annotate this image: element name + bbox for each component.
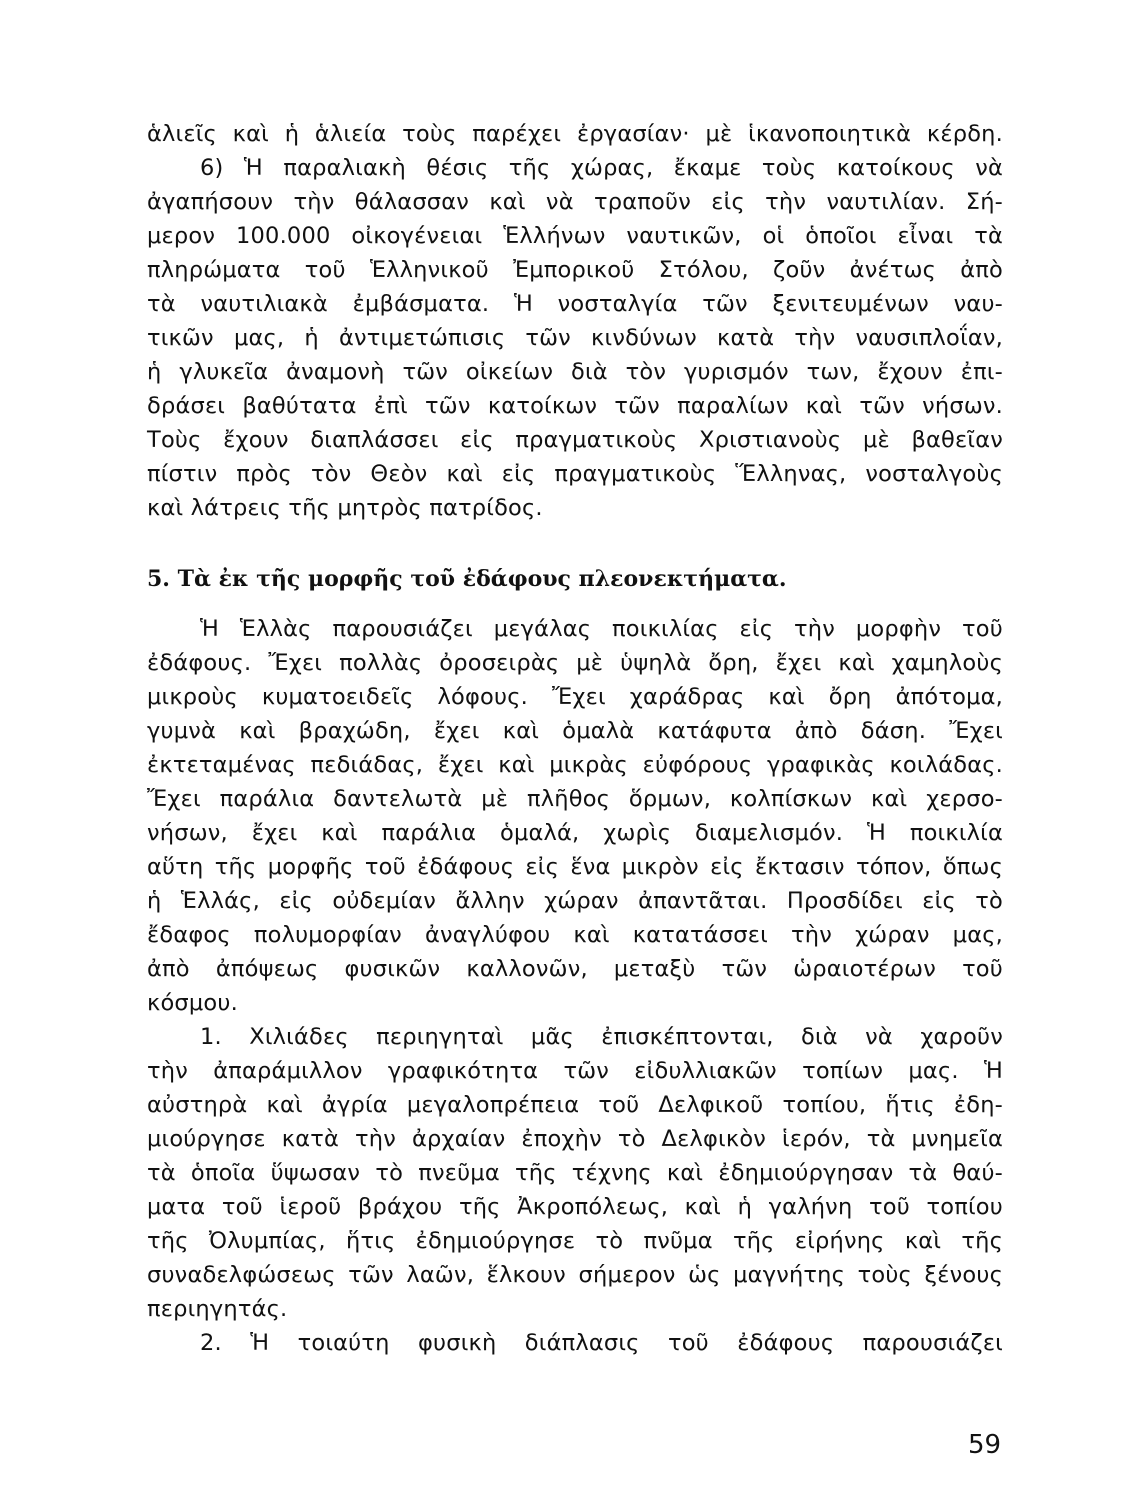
text-line: νήσων, ἔχει καὶ παράλια ὁμαλά, χωρὶς διαμελισμόν. Ἡ ποικιλία [147, 820, 1003, 846]
text-line: Ἡ Ἑλλὰς παρουσιάζει μεγάλας ποικιλίας εἰς τὴν μορφὴν τοῦ [200, 616, 1003, 642]
text-line: πληρώματα τοῦ Ἑλληνικοῦ Ἐμπορικοῦ Στόλου, ζοῦν ἀνέτως ἀπὸ [147, 257, 1003, 283]
text-line: Τοὺς ἔχουν διαπλάσσει εἰς πραγματικοὺς Χριστιανοὺς μὲ βαθεῖαν [147, 427, 1003, 453]
text-line: ἔδαφος πολυμορφίαν ἀναγλύφου καὶ κατατάσσει τὴν χώραν μας, [147, 922, 1003, 948]
text-line: γυμνὰ καὶ βραχώδη, ἔχει καὶ ὁμαλὰ κατάφυτα ἀπὸ δάση. Ἔχει [147, 718, 1003, 744]
text-line: αὕτη τῆς μορφῆς τοῦ ἐδάφους εἰς ἕνα μικρὸν εἰς ἔκτασιν τόπον, ὅπως [147, 854, 1003, 880]
text-line: συναδελφώσεως τῶν λαῶν, ἕλκουν σήμερον ὡς μαγνήτης τοὺς ξένους [147, 1262, 1003, 1288]
text-line: τὰ ὁποῖα ὕψωσαν τὸ πνεῦμα τῆς τέχνης καὶ ἐδημιούργησαν τὰ θαύ- [147, 1160, 1003, 1186]
text-line: ἀπὸ ἀπόψεως φυσικῶν καλλονῶν, μεταξὺ τῶν ὡραιοτέρων τοῦ [147, 956, 1003, 982]
text-line: τῆς Ὀλυμπίας, ἥτις ἐδημιούργησε τὸ πνῦμα τῆς εἰρήνης καὶ τῆς [147, 1228, 1003, 1254]
text-line: πίστιν πρὸς τὸν Θεὸν καὶ εἰς πραγματικοὺς Ἕλληνας, νοσταλγοὺς [147, 461, 1003, 487]
text-line: μιούργησε κατὰ τὴν ἀρχαίαν ἐποχὴν τὸ Δελφικὸν ἱερόν, τὰ μνημεῖα [147, 1126, 1003, 1152]
section-heading: 5. Τὰ ἐκ τῆς μορφῆς τοῦ ἐδάφους πλεονεκτήματα. [147, 566, 787, 592]
text-line: τικῶν μας, ἡ ἀντιμετώπισις τῶν κινδύνων κατὰ τὴν ναυσιπλοΐαν, [147, 325, 1003, 351]
text-line: κόσμου. [147, 990, 238, 1016]
text-line: τὴν ἀπαράμιλλον γραφικότητα τῶν εἰδυλλιακῶν τοπίων μας. Ἡ [147, 1058, 1003, 1084]
text-line: 6) Ἡ παραλιακὴ θέσις τῆς χώρας, ἔκαμε τοὺς κατοίκους νὰ [200, 155, 1003, 181]
text-line: ἁλιεῖς καὶ ἡ ἁλιεία τοὺς παρέχει ἐργασίαν· μὲ ἱκανοποιητικὰ κέρδη. [147, 121, 1003, 147]
text-line: δράσει βαθύτατα ἐπὶ τῶν κατοίκων τῶν παραλίων καὶ τῶν νήσων. [147, 393, 1003, 419]
text-line: 2. Ἡ τοιαύτη φυσικὴ διάπλασις τοῦ ἐδάφους παρουσιάζει [200, 1330, 1003, 1356]
text-line: ματα τοῦ ἱεροῦ βράχου τῆς Ἀκροπόλεως, καὶ ἡ γαλήνη τοῦ τοπίου [147, 1194, 1003, 1220]
text-line: ἀγαπήσουν τὴν θάλασσαν καὶ νὰ τραποῦν εἰς τὴν ναυτιλίαν. Σή- [147, 189, 1003, 215]
text-line: μερον 100.000 οἰκογένειαι Ἑλλήνων ναυτικῶν, οἱ ὁποῖοι εἶναι τὰ [147, 223, 1003, 249]
text-line: τὰ ναυτιλιακὰ ἐμβάσματα. Ἡ νοσταλγία τῶν ξενιτευμένων ναυ- [147, 291, 1003, 317]
text-line: ἡ γλυκεῖα ἀναμονὴ τῶν οἰκείων διὰ τὸν γυρισμόν των, ἔχουν ἐπι- [147, 359, 1003, 385]
text-line: αὐστηρὰ καὶ ἀγρία μεγαλοπρέπεια τοῦ Δελφικοῦ τοπίου, ἥτις ἐδη- [147, 1092, 1003, 1118]
text-line: ἐδάφους. Ἔχει πολλὰς ὀροσειρὰς μὲ ὑψηλὰ ὄρη, ἔχει καὶ χαμηλοὺς [147, 650, 1003, 676]
text-line: καὶ λάτρεις τῆς μητρὸς πατρίδος. [147, 495, 543, 521]
text-line: ἡ Ἑλλάς, εἰς οὐδεμίαν ἄλλην χώραν ἀπαντᾶται. Προσδίδει εἰς τὸ [147, 888, 1003, 914]
text-line: Ἔχει παράλια δαντελωτὰ μὲ πλῆθος ὅρμων, κολπίσκων καὶ χερσο- [147, 786, 1003, 812]
text-line: ἐκτεταμένας πεδιάδας, ἔχει καὶ μικρὰς εὐφόρους γραφικὰς κοιλάδας. [147, 752, 1003, 778]
page-number: 59 [968, 1430, 1002, 1460]
text-line: μικροὺς κυματοειδεῖς λόφους. Ἔχει χαράδρας καὶ ὄρη ἀπότομα, [147, 684, 1003, 710]
text-line: 1. Χιλιάδες περιηγηταὶ μᾶς ἐπισκέπτονται, διὰ νὰ χαροῦν [200, 1024, 1003, 1050]
text-line: περιηγητάς. [147, 1296, 288, 1322]
